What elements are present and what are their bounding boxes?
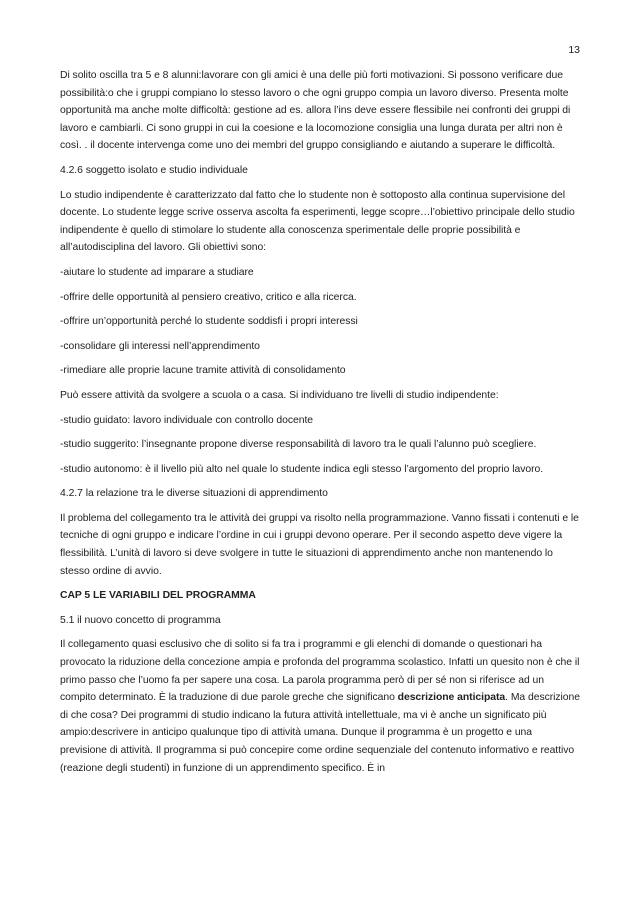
study-level-item: -studio guidato: lavoro individuale con controllo docente: [60, 414, 314, 426]
study-level-item: -studio autonomo: è il livello più alto nel quale lo studente indica egli stesso l’argomento del proprio lavoro.: [60, 463, 544, 475]
study-level-item: -studio suggerito: l’insegnante propone diverse responsabilità di lavoro tra le quali l’alunno può scegliere.: [60, 439, 537, 451]
paragraph-study-levels: Può essere attività da svolgere a scuola o a casa. Si individuano tre livelli di studio indipendente:: [60, 389, 499, 401]
objective-item: -consolidare gli interessi nell’apprendimento: [60, 340, 260, 352]
chapter-heading-5: CAP 5 LE VARIABILI DEL PROGRAMMA: [60, 590, 256, 602]
page-number: 13: [568, 44, 580, 56]
paragraph-group-work: Di solito oscilla tra 5 e 8 alunni:lavorare con gli amici è una delle più forti motivazioni. Si possono verificare due possibilità:o che i gruppi compiano lo stesso lavoro o che ogni gruppo compia un lavoro diverso. Presenta molte opportunità ma anche molte difficoltà: gestione ad es. allora l’ins deve essere flessibile nei confronti dei gruppi di lavoro e cambiarli. Ci sono gruppi in cui la coesione e la locomozione consiglia una lunga durata per altri non è così. . il docente intervenga come uno dei membri del gruppo consigliando e aiutando a superare le difficoltà.: [60, 70, 571, 152]
paragraph-text: Il collegamento quasi esclusivo che di solito si fa tra i programmi e gli elenchi di domande o questionari ha provocato la riduzione della concezione ampia e profonda del programma scolastico. Infatti un quesito non è che il primo passo che l’uomo fa per sapere una cosa. La parola programma però di per sé non si riferisce ad un compito determinato. È la traduzione di due parole greche che significano: [60, 639, 580, 704]
paragraph-group-connection: Il problema del collegamento tra le attività dei gruppi va risolto nella programmazione. Vanno fissati i contenuti e le tecniche di ogni gruppo e indicare l’ordine in cui i gruppi devono operare. Per il secondo aspetto deve vigere la flessibilità. L’unità di lavoro si deve svolgere in tutte le situazioni di apprendimento anche non mantenendo lo stesso ordine di avvio.: [60, 512, 579, 577]
objective-item: -rimediare alle proprie lacune tramite attività di consolidamento: [60, 365, 346, 377]
section-heading-5-1: 5.1 il nuovo concetto di programma: [60, 614, 221, 626]
section-heading-4-2-6: 4.2.6 soggetto isolato e studio individuale: [60, 164, 248, 176]
paragraph-independent-study: Lo studio indipendente è caratterizzato dal fatto che lo studente non è sottoposto alla continua supervisione del docente. Lo studente legge scrive osserva ascolta fa esperimenti, legge scopre…l’obiettivo principale dello studio indipendente è quello di stimolare lo studente alla conoscenza sperimentale delle proprie possibilità e all’autodisciplina del lavoro. Gli obiettivi sono:: [60, 189, 575, 254]
objective-item: -offrire un’opportunità perché lo studente soddisfi i propri interessi: [60, 316, 358, 328]
emphasis-term: descrizione anticipata: [397, 692, 506, 704]
objective-item: -offrire delle opportunità al pensiero creativo, critico e alla ricerca.: [60, 291, 357, 303]
paragraph-text: . Ma descrizione di che cosa? Dei programmi di studio indicano la futura attività intellettuale, ma vi è anche un significato più ampio:descrivere in anticipo qualunque tipo di attività umana. Dunque il programma è un progetto e una previsione di attività. Il programma si può concepire come ordine sequenziale del contenuto informativo e reattivo (reazione degli studenti) in funzione di un apprendimento specifico. È in: [60, 692, 580, 774]
objective-item: -aiutare lo studente ad imparare a studiare: [60, 266, 254, 278]
paragraph-program-concept: [60, 636, 580, 777]
section-heading-4-2-7: 4.2.7 la relazione tra le diverse situazioni di apprendimento: [60, 488, 328, 500]
